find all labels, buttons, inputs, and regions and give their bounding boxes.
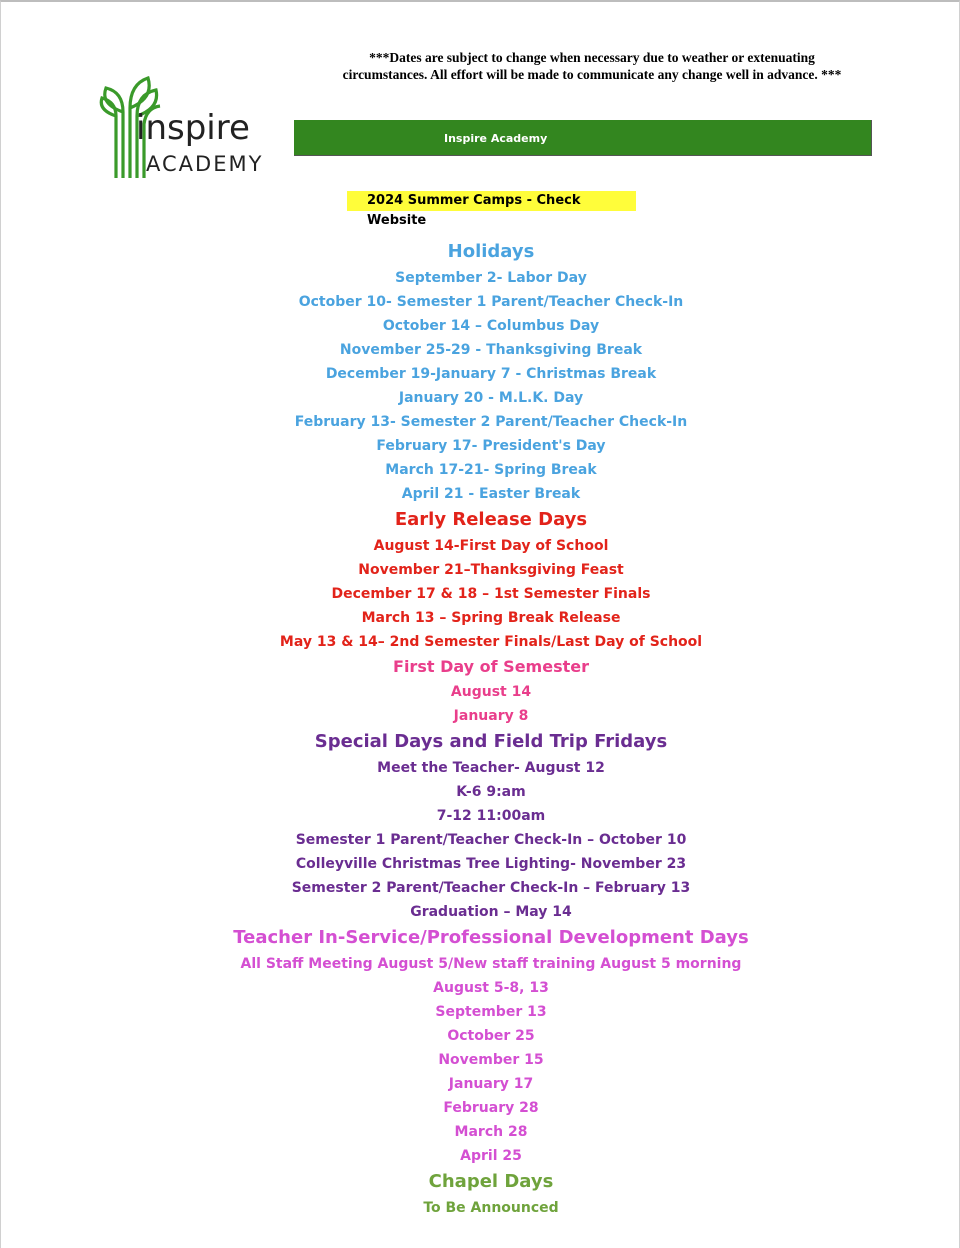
banner-label: Inspire Academy <box>444 132 548 145</box>
holiday-item: February 13- Semester 2 Parent/Teacher Check-In <box>294 414 688 430</box>
holiday-item: November 25-29 - Thanksgiving Break <box>339 342 643 358</box>
special-day-item: 7-12 11:00am <box>436 808 546 824</box>
holiday-item: October 10- Semester 1 Parent/Teacher Check-In <box>298 294 684 310</box>
inservice-heading: Teacher In-Service/Professional Development Days <box>233 927 749 948</box>
inservice-item: August 5-8, 13 <box>433 980 549 996</box>
holiday-item: September 2- Labor Day <box>395 270 587 286</box>
inspire-academy-logo <box>94 72 290 184</box>
header-banner <box>294 120 872 156</box>
inservice-item: October 25 <box>447 1028 535 1044</box>
inservice-item: November 15 <box>438 1052 544 1068</box>
special-days-heading: Special Days and Field Trip Fridays <box>314 731 668 752</box>
inservice-item: January 17 <box>448 1076 534 1092</box>
inservice-item: All Staff Meeting August 5/New staff training August 5 morning <box>240 956 742 972</box>
holiday-item: April 21 - Easter Break <box>401 486 581 502</box>
early-release-item: December 17 & 18 – 1st Semester Finals <box>331 586 651 602</box>
notice-line-1: ***Dates are subject to change when necessary due to weather or extenuating <box>369 50 815 65</box>
holiday-item: January 20 - M.L.K. Day <box>398 390 584 406</box>
first-day-item: August 14 <box>450 684 532 700</box>
inservice-item: September 13 <box>435 1004 547 1020</box>
inservice-item: March 28 <box>454 1124 528 1140</box>
summer-camp-highlight: 2024 Summer Camps - Check Website <box>347 191 636 211</box>
inservice-item: February 28 <box>443 1100 539 1116</box>
inservice-item: April 25 <box>460 1148 522 1164</box>
special-day-item: Graduation – May 14 <box>410 904 572 920</box>
special-day-item: Colleyville Christmas Tree Lighting- November 23 <box>295 856 687 872</box>
holiday-item: March 17-21- Spring Break <box>385 462 597 478</box>
logo-subtitle: ACADEMY <box>146 152 264 176</box>
first-day-heading: First Day of Semester <box>393 657 589 676</box>
special-day-item: K-6 9:am <box>456 784 526 800</box>
logo-wordmark: inspire <box>136 108 250 148</box>
chapel-heading: Chapel Days <box>428 1171 554 1192</box>
early-release-item: August 14-First Day of School <box>373 538 609 554</box>
notice-line-2: circumstances. All effort will be made to communicate any change well in advance. *** <box>342 67 842 82</box>
special-day-item: Meet the Teacher- August 12 <box>377 760 605 776</box>
holiday-item: December 19-January 7 - Christmas Break <box>325 366 657 382</box>
early-release-item: May 13 & 14– 2nd Semester Finals/Last Day of School <box>279 634 703 650</box>
disclaimer-notice <box>300 49 884 83</box>
special-day-item: Semester 1 Parent/Teacher Check-In – October 10 <box>295 832 687 848</box>
special-day-item: Semester 2 Parent/Teacher Check-In – February 13 <box>291 880 691 896</box>
early-release-item: November 21–Thanksgiving Feast <box>358 562 624 578</box>
calendar-content <box>200 238 782 1220</box>
early-release-item: March 13 – Spring Break Release <box>361 610 621 626</box>
early-release-heading: Early Release Days <box>394 509 588 530</box>
holiday-item: February 17- President's Day <box>376 438 606 454</box>
first-day-item: January 8 <box>453 708 529 724</box>
chapel-item: To Be Announced <box>423 1200 559 1216</box>
holiday-item: October 14 – Columbus Day <box>382 318 600 334</box>
holidays-heading: Holidays <box>447 241 535 262</box>
